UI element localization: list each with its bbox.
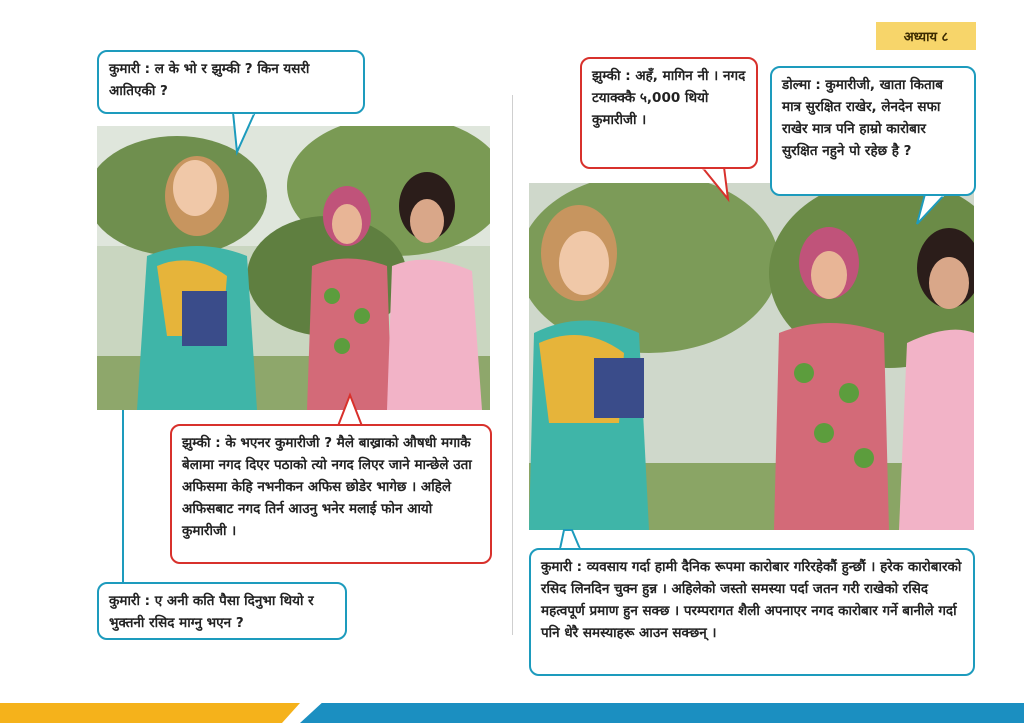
speech-bubble-kumari-1: कुमारी : ल के भो र झुम्की ? किन यसरी आतिएकी ? <box>97 50 365 114</box>
bubble-tail-kumari-3 <box>558 530 588 550</box>
bubble-tail-jhumki-1 <box>330 395 370 427</box>
photo-right-scene <box>529 183 974 530</box>
speech-bubble-dolma-1: डोल्मा : कुमारीजी, खाता किताब मात्र सुरक्षित राखेर, लेनदेन सफा राखेर मात्र पनि हाम्रो कारोबार सुरक्षित नहुने पो रहेछ है ? <box>770 66 976 196</box>
bubble-line-kumari-2 <box>118 410 128 584</box>
footer-stripe-yellow <box>0 703 300 723</box>
bubble-tail-kumari-1 <box>225 112 265 154</box>
bubble-tail-jhumki-2 <box>700 167 736 201</box>
bubble-tail-dolma-1 <box>915 194 951 226</box>
footer-stripe-blue <box>300 703 1024 723</box>
photo-left-scene <box>97 126 490 410</box>
speech-bubble-jhumki-1: झुम्की : के भएनर कुमारीजी ? मैले बाख्राको औषधी मगाकै बेलामा नगद दिएर पठाको त्यो नगद लिएर जाने मान्छेले उता अफिसमा केहि नभनीकन अफिस छोडेर भागेछ । अहिले अफिसबाट नगद तिर्न आउनु भनेर मलाई फोन आयो कुमारीजी । <box>170 424 492 564</box>
page-divider <box>512 95 513 635</box>
speech-bubble-kumari-3: कुमारी : व्यवसाय गर्दा हामी दैनिक रूपमा कारोबार गरिरहेकौं हुन्छौं । हरेक कारोबारको रसिद लिनदिन चुक्न हुन्न । अहिलेको जस्तो समस्या पर्दा जतन गरी राखेको रसिद महत्वपूर्ण प्रमाण हुन सक्छ । परम्परागत शैली अपनाएर नगद कारोबार गर्ने बानीले गर्दा पनि धेरै समस्याहरू आउन सक्छन् । <box>529 548 975 676</box>
chapter-label: अध्याय ८ <box>876 22 976 50</box>
speech-bubble-kumari-2: कुमारी : ए अनी कति पैसा दिनुभा थियो र भुक्तनी रसिद माग्नु भएन ? <box>97 582 347 640</box>
speech-bubble-jhumki-2: झुम्की : अहँ, मागिन नी । नगद टयाक्क्कै ५,000 थियो कुमारीजी । <box>580 57 758 169</box>
